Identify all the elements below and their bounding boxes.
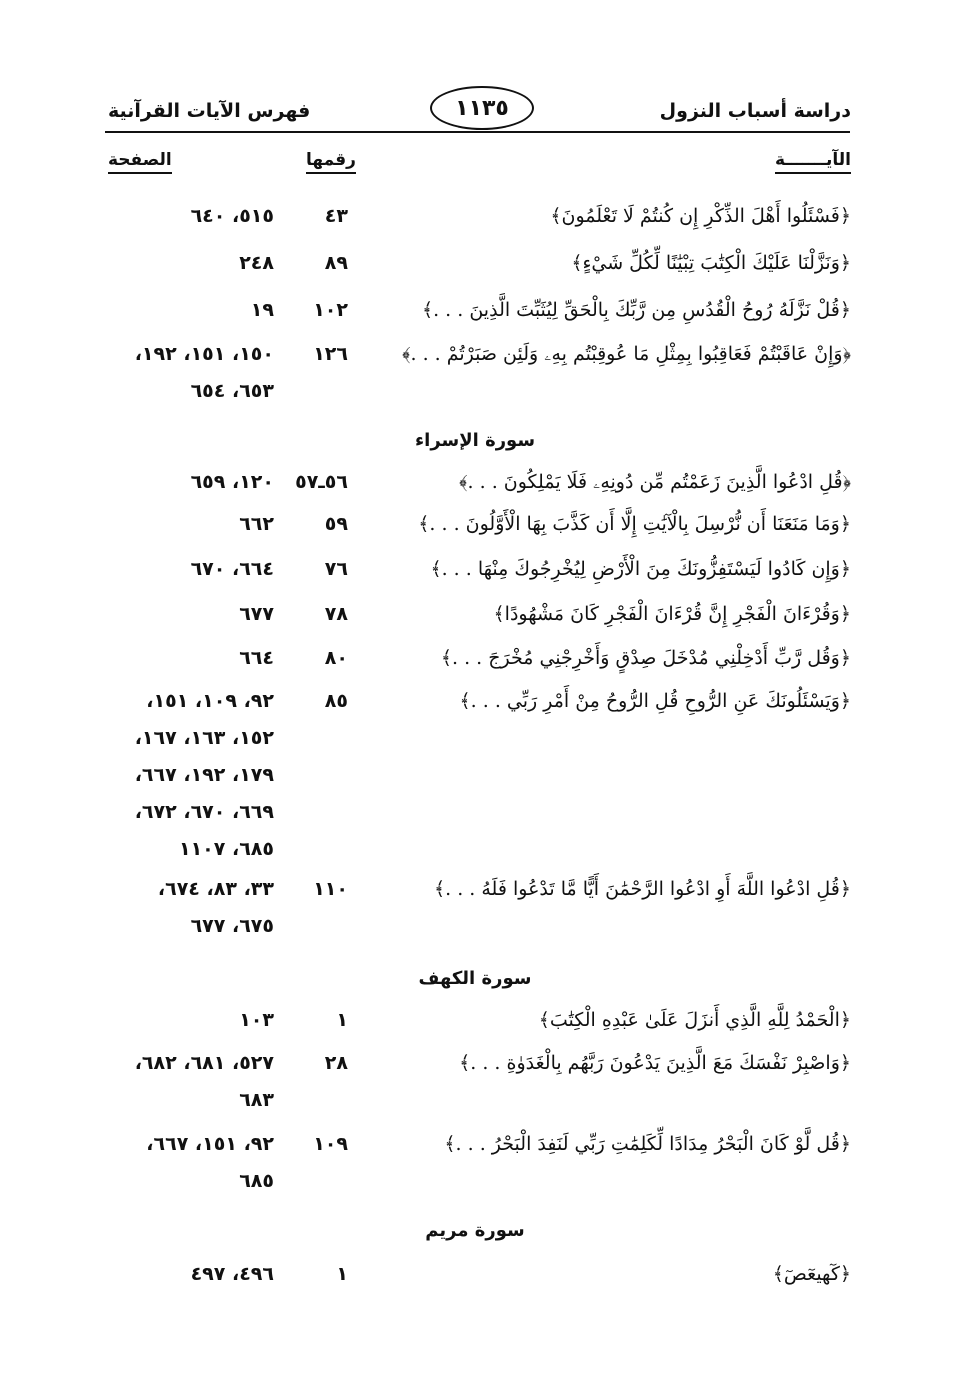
page-ref-line: ١٥٠، ١٥١، ١٩٢، (134, 343, 274, 365)
page-ref-line: ٦٧٥، ٦٧٧ (190, 915, 274, 937)
verse-number: ١٠٩ (313, 1133, 348, 1155)
page-ref-line: ٣٣، ٨٣، ٦٧٤، (157, 878, 274, 900)
verse-number: ٧٨ (324, 603, 348, 625)
page-ref-line: ١٥٢، ١٦٣، ١٦٧، (134, 727, 274, 749)
verse-text: ﴿قُل لَّوْ كَانَ الْبَحْرُ مِدَادًا لِّكَلِمَٰتِ رَبِّي لَنَفِدَ الْبَحْرُ . . .﴾ (444, 1133, 851, 1155)
verse-number: ٥٩ (324, 513, 348, 535)
column-header-number: رقمها (306, 150, 356, 174)
header-rule (105, 131, 850, 133)
page-ref-line: ٦٧٧ (239, 603, 274, 625)
page-ref-line: ٦٦٤ (239, 647, 274, 669)
verse-text: ﴿وَإِن كَادُوا لَيَسْتَفِزُّونَكَ مِنَ الْأَرْضِ لِيُخْرِجُوكَ مِنْهَا . . .﴾ (430, 558, 851, 580)
verse-text: ﴿الْحَمْدُ لِلَّهِ الَّذِي أَنزَلَ عَلَىٰ عَبْدِهِ الْكِتَٰبَ﴾ (538, 1009, 851, 1031)
verse-text: ﴿قُلِ ادْعُوا الَّذِينَ زَعَمْتُم مِّن دُونِهِۦ فَلَا يَمْلِكُونَ . . .﴾ (459, 471, 851, 493)
page-refs (104, 596, 274, 633)
verse-number: ٢٨ (324, 1052, 348, 1074)
surah-heading: سورة الكهف (418, 968, 532, 989)
page-ref-line: ٩٢، ١٠٩، ١٥١، (146, 690, 274, 712)
page-ref-line: ٦٦٢ (239, 513, 274, 535)
page-refs (104, 292, 274, 329)
book-title: دراسة أسباب النزول (659, 100, 851, 122)
page-ref-line: ١٧٩، ١٩٢، ٦٦٧، (134, 764, 274, 786)
page-refs (104, 640, 274, 677)
verse-text: ﴿وَمَا مَنَعَنَا أَن نُّرْسِلَ بِالْآيَٰتِ إِلَّا أَن كَذَّبَ بِهَا الْأَوَّلُونَ . . .﴾ (418, 513, 851, 535)
page-ref-line: ٥٢٧، ٦٨١، ٦٨٢، (134, 1052, 274, 1074)
verse-number: ٨٩ (324, 252, 348, 274)
page-refs (104, 506, 274, 543)
page-ref-line: ٦٦٤، ٦٧٠ (190, 558, 274, 580)
page-refs (104, 198, 274, 235)
verse-text: ﴿قُلْ نَزَّلَهُ رُوحُ الْقُدُسِ مِن رَّبِّكَ بِالْحَقِّ لِيُثَبِّتَ الَّذِينَ . . .﴾ (421, 299, 851, 321)
page-ref-line: ٦٨٥ (239, 1170, 274, 1192)
surah-heading: سورة مريم (425, 1220, 525, 1241)
surah-heading: سورة الإسراء (414, 430, 536, 451)
page-refs (104, 1126, 274, 1200)
page-refs (104, 336, 274, 410)
page-refs (104, 551, 274, 588)
page-refs (104, 464, 274, 501)
verse-text: ﴿وَقُل رَّبِّ أَدْخِلْنِي مُدْخَلَ صِدْقٍ وَأَخْرِجْنِي مُخْرَجَ . . .﴾ (440, 647, 851, 669)
section-title: فهرس الآيات القرآنية (108, 100, 311, 122)
page-ref-line: ٦٦٩، ٦٧٠، ٦٧٢، (134, 801, 274, 823)
verse-text: ﴿وَإِنْ عَاقَبْتُمْ فَعَاقِبُوا بِمِثْلِ مَا عُوقِبْتُم بِهِۦ وَلَئِن صَبَرْتُمْ . . .﴾ (402, 343, 851, 365)
page-ref-line: ٢٤٨ (239, 252, 274, 274)
page-ref-line: ١٩ (250, 299, 274, 321)
page-ref-line: ١٠٣ (239, 1009, 274, 1031)
verse-number: ٥٦ـ٥٧ (295, 471, 348, 493)
page-refs (104, 871, 274, 945)
verse-text: ﴿كٓهيعٓصٓ﴾ (772, 1263, 851, 1285)
verse-number: ٧٦ (324, 558, 348, 580)
page-number-badge (430, 86, 534, 130)
page-refs (104, 683, 274, 868)
verse-number: ٨٠ (324, 647, 348, 669)
verse-number: ١١٠ (313, 878, 348, 900)
page-ref-line: ٩٢، ١٥١، ٦٦٧، (146, 1133, 274, 1155)
page-ref-line: ٦٥٣، ٦٥٤ (190, 380, 274, 402)
verse-number: ١ (336, 1263, 348, 1285)
column-header-verse: الآيـــــــة (775, 150, 851, 174)
page-ref-line: ٤٩٦، ٤٩٧ (190, 1263, 274, 1285)
verse-number: ١٠٢ (313, 299, 348, 321)
verse-number: ٤٣ (324, 205, 348, 227)
page-refs (104, 1045, 274, 1119)
page-refs (104, 1002, 274, 1039)
page-ref-line: ٦٨٥، ١١٠٧ (178, 838, 274, 860)
column-header-page: الصفحة (108, 150, 172, 174)
verse-number: ١ (336, 1009, 348, 1031)
verse-text: ﴿وَقُرْءَانَ الْفَجْرِ إِنَّ قُرْءَانَ الْفَجْرِ كَانَ مَشْهُودًا﴾ (493, 603, 851, 625)
verse-text: ﴿وَنَزَّلْنَا عَلَيْكَ الْكِتَٰبَ تِبْيَٰنًا لِّكُلِّ شَيْءٍ﴾ (571, 252, 851, 274)
verse-text: ﴿وَاصْبِرْ نَفْسَكَ مَعَ الَّذِينَ يَدْعُونَ رَبَّهُم بِالْغَدَوٰةِ . . .﴾ (459, 1052, 851, 1074)
page-ref-line: ٦٨٣ (239, 1089, 274, 1111)
page-ref-line: ١٢٠، ٦٥٩ (190, 471, 274, 493)
verse-number: ١٢٦ (313, 343, 348, 365)
page-refs (104, 1256, 274, 1293)
page-ref-line: ٥١٥، ٦٤٠ (190, 205, 274, 227)
verse-text: ﴿وَيَسْئَلُونَكَ عَنِ الرُّوحِ قُلِ الرُّوحُ مِنْ أَمْرِ رَبِّي . . .﴾ (459, 690, 851, 712)
verse-number: ٨٥ (324, 690, 348, 712)
page-refs (104, 245, 274, 282)
verse-text: ﴿فَسْئَلُوا أَهْلَ الذِّكْرِ إِن كُنتُمْ لَا تَعْلَمُونَ﴾ (550, 205, 851, 227)
page-number: ١١٣٥ (455, 95, 509, 121)
verse-text: ﴿قُلِ ادْعُوا اللَّهَ أَوِ ادْعُوا الرَّحْمَٰنَ أَيًّا مَّا تَدْعُوا فَلَهُ . . .﴾ (434, 878, 851, 900)
